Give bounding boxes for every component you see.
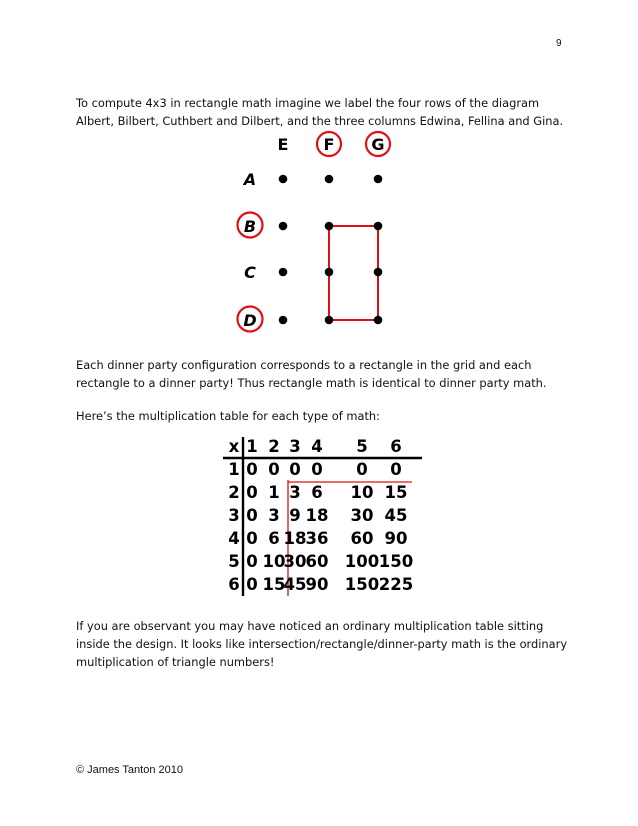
table-row-label: 2 <box>228 483 240 502</box>
table-cell: 30 <box>350 506 374 525</box>
table-cell: 6 <box>311 483 323 502</box>
table-row-label: 3 <box>228 506 240 525</box>
table-cell: 45 <box>283 575 307 594</box>
column-label: G <box>371 135 385 154</box>
table-cell: 45 <box>384 506 408 525</box>
row-label: D <box>243 311 257 330</box>
grid-dot <box>279 222 288 231</box>
table-header-cell: 5 <box>356 437 368 456</box>
grid-dot <box>279 316 288 325</box>
table-cell: 0 <box>289 460 301 479</box>
paragraph-intro: To compute 4x3 in rectangle math imagine we label the four rows of the diagram Albert, Bilbert, Cuthbert and Dilbert, and the three columns Edwina, Fellina and Gina. <box>76 96 564 128</box>
grid-dot <box>279 175 288 184</box>
table-cell: 3 <box>268 506 280 525</box>
table-cell: 0 <box>246 575 258 594</box>
table-cell: 1 <box>268 483 280 502</box>
page-number: 9 <box>556 38 562 49</box>
table-cell: 0 <box>246 460 258 479</box>
table-header-cell: 6 <box>390 437 402 456</box>
table-cell: 0 <box>246 552 258 571</box>
table-cell: 6 <box>268 529 280 548</box>
table-row-label: 1 <box>228 460 240 479</box>
grid-dot <box>374 175 383 184</box>
row-label: B <box>243 217 257 236</box>
grid-dot <box>374 268 383 277</box>
table-cell: 225 <box>378 575 414 594</box>
grid-dot <box>279 268 288 277</box>
table-cell: 100 <box>344 552 380 571</box>
table-row-label: 6 <box>228 575 240 594</box>
grid-dot <box>325 268 334 277</box>
selected-rectangle <box>329 226 378 320</box>
table-cell: 36 <box>305 529 329 548</box>
table-cell: 0 <box>246 529 258 548</box>
paragraph-conclusion: If you are observant you may have noticed an ordinary multiplication table sitting inside the design. It looks like intersection/rectangle/dinner-party math is the ordinary multiplication of triangle numbers! <box>76 619 568 669</box>
table-cell: 10 <box>350 483 374 502</box>
table-cell: 150 <box>344 575 380 594</box>
grid-dot <box>325 316 334 325</box>
paragraph-dinner-party: Each dinner party configuration corresponds to a rectangle in the grid and each rectangle to a dinner party! Thus rectangle math is identical to dinner party math. <box>76 358 547 390</box>
table-cell: 18 <box>305 506 329 525</box>
table-cell: 90 <box>384 529 408 548</box>
table-corner-x: x <box>228 437 240 456</box>
footer-copyright: © James Tanton 2010 <box>76 764 183 776</box>
table-cell: 0 <box>246 506 258 525</box>
table-cell: 0 <box>390 460 402 479</box>
table-cell: 15 <box>384 483 408 502</box>
grid-dot <box>325 175 334 184</box>
column-label: E <box>277 135 289 154</box>
multiplication-table <box>222 435 432 600</box>
table-cell: 10 <box>262 552 286 571</box>
table-cell: 0 <box>246 483 258 502</box>
table-cell: 18 <box>283 529 307 548</box>
dot-grid-diagram <box>225 130 415 340</box>
table-cell: 0 <box>268 460 280 479</box>
table-header-cell: 3 <box>289 437 301 456</box>
table-cell: 60 <box>350 529 374 548</box>
table-cell: 150 <box>378 552 414 571</box>
table-header-cell: 2 <box>268 437 280 456</box>
table-cell: 0 <box>356 460 368 479</box>
grid-dot <box>374 316 383 325</box>
table-cell: 0 <box>311 460 323 479</box>
table-cell: 90 <box>305 575 329 594</box>
grid-dot <box>325 222 334 231</box>
column-label: F <box>323 135 335 154</box>
table-cell: 15 <box>262 575 286 594</box>
table-cell: 30 <box>283 552 307 571</box>
table-header-cell: 1 <box>246 437 258 456</box>
grid-dot <box>374 222 383 231</box>
row-label: A <box>243 170 257 189</box>
table-cell: 3 <box>289 483 301 502</box>
row-label: C <box>244 263 256 282</box>
paragraph-table-intro: Here’s the multiplication table for each type of math: <box>76 409 380 423</box>
table-header-cell: 4 <box>311 437 323 456</box>
table-cell: 9 <box>289 506 301 525</box>
table-cell: 60 <box>305 552 329 571</box>
table-row-label: 5 <box>228 552 240 571</box>
table-row-label: 4 <box>228 529 240 548</box>
